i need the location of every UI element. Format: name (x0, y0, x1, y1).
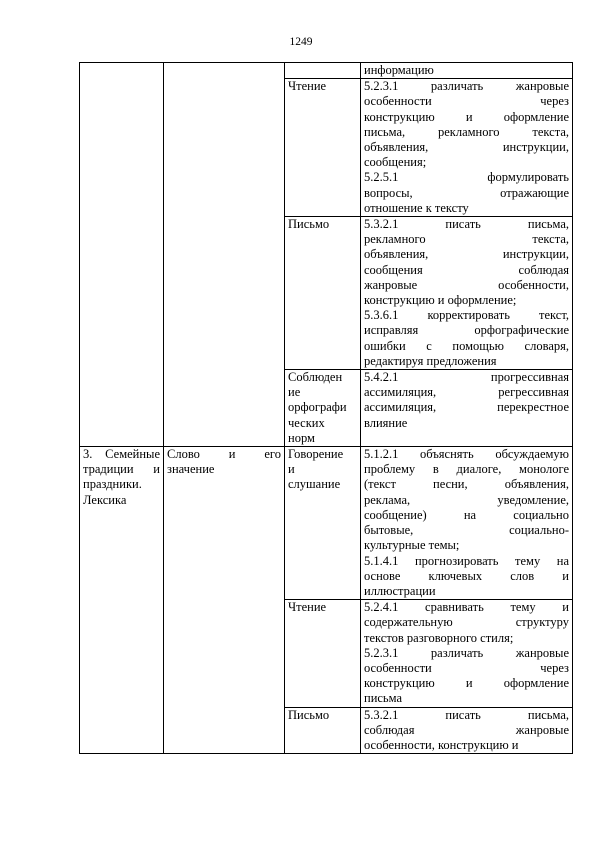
text-line: норм (288, 430, 315, 445)
text-line: рекламного текста, (364, 232, 569, 247)
text-line: значение (167, 462, 215, 477)
text-line: отношение к тексту (364, 200, 469, 215)
text-line: слушание (288, 477, 341, 492)
text-line: 5.2.5.1 формулировать (364, 170, 569, 185)
text-line: 3. Семейные (83, 447, 160, 462)
text-line: письма (364, 691, 403, 706)
objective-cell (361, 370, 573, 447)
text-line: 5.2.3.1 различать жанровые (364, 79, 569, 94)
text-line: иллюстрации (364, 583, 436, 598)
text-line: ческих (288, 415, 325, 430)
theme-cell (80, 447, 164, 754)
text-line: 5.3.2.1 писать письма, (364, 217, 569, 232)
text-line: содержательную структуру (364, 615, 569, 630)
objective-cell (361, 79, 573, 217)
text-line: конструкцию и оформление (364, 676, 569, 691)
text-line: текстов разговорного стиля; (364, 630, 514, 645)
text-line: 5.3.6.1 корректировать текст, (364, 308, 569, 323)
text-line: 5.1.4.1 прогнозировать тему на (364, 553, 569, 568)
text-line: (текст песни, объявления, (364, 477, 569, 492)
theme-cell-empty (80, 63, 164, 447)
text-line: вопросы, отражающие (364, 185, 569, 200)
text-line: 5.2.4.1 сравнивать тему и (364, 600, 569, 615)
objective-cell (361, 217, 573, 370)
text-line: реклама, уведомление, (364, 492, 569, 507)
text-line: традиции и (83, 462, 160, 477)
objective-cell (361, 707, 573, 754)
skill-cell-speaking (285, 447, 361, 600)
text-line: соблюдая жанровые (364, 722, 569, 737)
text-line: особенности через (364, 94, 569, 109)
text-line: письма, рекламного текста, (364, 124, 569, 139)
text-line: исправляя орфографические (364, 323, 569, 338)
text-line: 5.3.2.1 писать письма, (364, 707, 569, 722)
topic-cell (164, 447, 285, 754)
text-line: объявления, инструкции, (364, 247, 569, 262)
text-line: сообщение) на социально (364, 507, 569, 522)
text-line: ошибки с помощью словаря, (364, 338, 569, 353)
curriculum-table (79, 62, 573, 754)
text-line: ассимиляция, перекрестное (364, 400, 569, 415)
skill-label: Чтение (288, 600, 327, 615)
text-line: Соблюден (288, 370, 343, 385)
text-line: 5.1.2.1 объяснять обсуждаемую (364, 447, 569, 462)
skill-cell-reading (285, 79, 361, 217)
skill-label: Чтение (288, 79, 327, 94)
skill-cell-empty (285, 63, 361, 79)
text-line: 5.4.2.1 прогрессивная (364, 370, 569, 385)
text-line: информацию (364, 63, 434, 77)
text-line: и (288, 462, 295, 477)
text-line: сообщения; (364, 155, 427, 170)
skill-label: Письмо (288, 217, 330, 232)
text-line: орфографи (288, 400, 347, 415)
objective-cell (361, 600, 573, 707)
table-row (80, 63, 573, 79)
skill-cell-orthography (285, 370, 361, 447)
text-line: сообщения соблюдая (364, 262, 569, 277)
text-line: конструкцию и оформление (364, 109, 569, 124)
text-line: ие (288, 385, 301, 400)
text-line: конструкцию и оформление; (364, 293, 517, 308)
page-number: 1249 (289, 36, 313, 48)
text-line: особенности, конструкцию и (364, 737, 519, 752)
topic-cell-empty (164, 63, 285, 447)
skill-label: Письмо (288, 707, 330, 722)
text-line: Слово и его (167, 447, 281, 462)
text-line: влияние (364, 415, 408, 430)
text-line: культурные темы; (364, 538, 460, 553)
text-line: Говорение (288, 447, 344, 462)
skill-cell-writing (285, 217, 361, 370)
text-line: 5.2.3.1 различать жанровые (364, 645, 569, 660)
text-line: жанровые особенности, (364, 277, 569, 292)
skill-cell-reading (285, 600, 361, 707)
text-line: основе ключевых слов и (364, 568, 569, 583)
text-line: редактируя предложения (364, 353, 497, 368)
text-line: проблему в диалоге, монологе (364, 462, 569, 477)
text-line: особенности через (364, 660, 569, 675)
objective-cell (361, 63, 573, 79)
skill-cell-writing (285, 707, 361, 754)
text-line: Лексика (83, 492, 127, 507)
text-line: праздники. (83, 477, 142, 492)
table-row (80, 447, 573, 600)
text-line: ассимиляция, регрессивная (364, 385, 569, 400)
text-line: бытовые, социально- (364, 523, 569, 538)
objective-cell (361, 447, 573, 600)
text-line: объявления, инструкции, (364, 140, 569, 155)
